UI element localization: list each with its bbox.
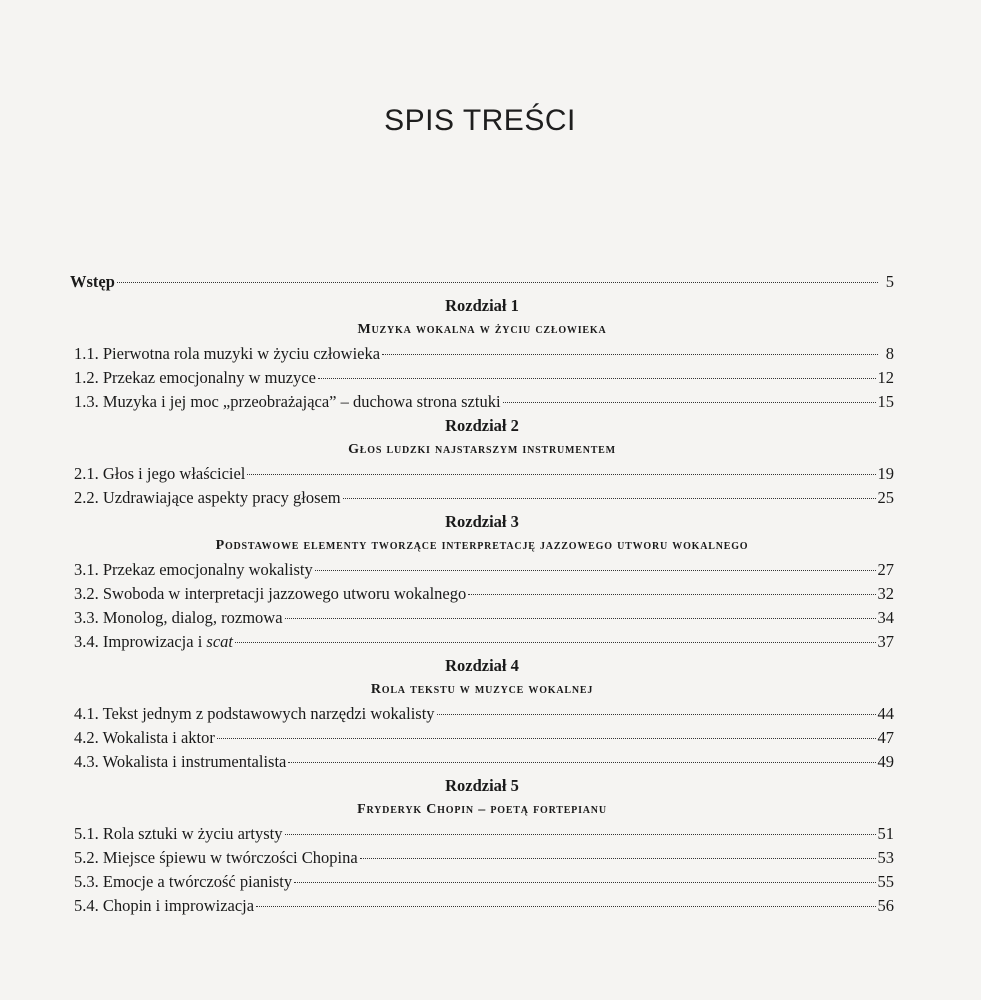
chapter-subtitle: Fryderyk Chopin – poetą fortepianu bbox=[357, 802, 607, 817]
chapter-heading: Rozdział 5 bbox=[445, 776, 519, 795]
toc-entry-label: 3.4. Improwizacja i bbox=[74, 632, 207, 651]
toc-page-number: 19 bbox=[877, 464, 894, 483]
page-title: SPIS TREŚCI bbox=[384, 104, 576, 137]
chapter-subtitle: Muzyka wokalna w życiu człowieka bbox=[357, 322, 607, 337]
toc-entry-label-wrap bbox=[74, 606, 283, 630]
toc-entry-label-wrap bbox=[74, 750, 286, 774]
dot-leader bbox=[235, 642, 875, 643]
dot-leader bbox=[217, 738, 876, 739]
toc-entry bbox=[74, 702, 894, 726]
chapter-entries bbox=[70, 342, 894, 414]
toc-page-number: 53 bbox=[877, 848, 894, 867]
dot-leader bbox=[288, 762, 875, 763]
toc-entry bbox=[74, 870, 894, 894]
toc-entry-label: 5.3. Emocje a twórczość pianisty bbox=[74, 872, 293, 891]
toc-entry bbox=[74, 366, 894, 390]
toc-entry bbox=[74, 462, 894, 486]
dot-leader bbox=[117, 282, 878, 283]
toc-entry-label: 3.1. Przekaz emocjonalny wokalisty bbox=[74, 560, 313, 579]
toc-entry-label: 4.1. Tekst jednym z podstawowych narzędzi wokalisty bbox=[74, 704, 435, 723]
toc-entry-label: 2.1. Głos i jego właściciel bbox=[74, 464, 246, 483]
chapter-subtitle: Rola tekstu w muzyce wokalnej bbox=[370, 682, 594, 697]
toc-entry-label-wrap bbox=[74, 462, 245, 486]
chapter-section bbox=[70, 414, 894, 510]
toc-entry-label: 3.3. Monolog, dialog, rozmowa bbox=[74, 608, 283, 627]
toc-page-number: 37 bbox=[877, 632, 894, 651]
toc-entry-label-wrap bbox=[74, 822, 283, 846]
toc-entry-label: 4.2. Wokalista i aktor bbox=[74, 728, 215, 747]
toc-page-number: 5 bbox=[885, 272, 894, 291]
toc-entry bbox=[74, 558, 894, 582]
toc-page-number: 56 bbox=[877, 896, 894, 915]
toc-entry bbox=[74, 846, 894, 870]
toc-entry-label-wrap bbox=[74, 726, 215, 750]
chapter-entries bbox=[70, 822, 894, 918]
toc-entry-label-wrap bbox=[74, 894, 254, 918]
chapter-entries bbox=[70, 462, 894, 510]
dot-leader bbox=[437, 714, 876, 715]
dot-leader bbox=[247, 474, 875, 475]
toc-entry bbox=[74, 486, 894, 510]
chapter-subtitle: Podstawowe elementy tworzące interpretację jazzowego utworu wokalnego bbox=[215, 538, 749, 553]
toc-page-number: 12 bbox=[877, 368, 894, 387]
toc-entry bbox=[74, 726, 894, 750]
dot-leader bbox=[318, 378, 876, 379]
chapter-section bbox=[70, 654, 894, 774]
toc-page-number: 47 bbox=[877, 728, 894, 747]
toc-entry-label: 1.3. Muzyka i jej moc „przeobrażająca” – duchowa strona sztuki bbox=[74, 392, 501, 411]
toc-entry-label-wrap bbox=[74, 366, 316, 390]
dot-leader bbox=[468, 594, 875, 595]
toc-entry-label-wrap bbox=[74, 558, 313, 582]
toc-page-number: 25 bbox=[877, 488, 894, 507]
toc-entry-label-wrap bbox=[74, 390, 501, 414]
toc-page-number: 49 bbox=[877, 752, 894, 771]
dot-leader bbox=[285, 618, 876, 619]
toc-page-number: 44 bbox=[877, 704, 894, 723]
chapter-section bbox=[70, 774, 894, 918]
chapter-entries bbox=[70, 558, 894, 654]
toc-page-number: 32 bbox=[877, 584, 894, 603]
toc-entry-label: 5.1. Rola sztuki w życiu artysty bbox=[74, 824, 283, 843]
toc-entry-label: 4.3. Wokalista i instrumentalista bbox=[74, 752, 287, 771]
toc-entry bbox=[74, 630, 894, 654]
toc-entry bbox=[74, 582, 894, 606]
toc-entry-label-wrap bbox=[74, 630, 233, 654]
toc-entry-label-wrap bbox=[74, 846, 358, 870]
chapter-section bbox=[70, 294, 894, 414]
dot-leader bbox=[315, 570, 876, 571]
toc-page-number: 51 bbox=[877, 824, 894, 843]
dot-leader bbox=[382, 354, 878, 355]
chapter-section bbox=[70, 510, 894, 654]
chapter-subtitle: Głos ludzki najstarszym instrumentem bbox=[348, 442, 616, 457]
toc-entry bbox=[74, 894, 894, 918]
toc-entry-intro bbox=[70, 270, 894, 294]
dot-leader bbox=[285, 834, 876, 835]
toc-page-number: 55 bbox=[877, 872, 894, 891]
toc-entry bbox=[74, 750, 894, 774]
toc-entry-label-wrap bbox=[74, 870, 292, 894]
dot-leader bbox=[360, 858, 876, 859]
dot-leader bbox=[503, 402, 876, 403]
toc-page-number: 34 bbox=[877, 608, 894, 627]
toc-entry-label: 1.1. Pierwotna rola muzyki w życiu człowieka bbox=[74, 344, 381, 363]
toc-entry-label: 3.2. Swoboda w interpretacji jazzowego utworu wokalnego bbox=[74, 584, 467, 603]
table-of-contents bbox=[70, 270, 894, 918]
chapter-list bbox=[70, 294, 894, 918]
chapter-heading: Rozdział 1 bbox=[445, 296, 519, 315]
toc-entry bbox=[74, 822, 894, 846]
toc-entry-label-wrap bbox=[74, 702, 435, 726]
toc-entry-label-italic: scat bbox=[206, 632, 234, 651]
toc-entry-label: Wstęp bbox=[70, 272, 115, 291]
chapter-heading: Rozdział 3 bbox=[445, 512, 519, 531]
toc-page-number: 27 bbox=[877, 560, 894, 579]
toc-entry-label: 5.2. Miejsce śpiewu w twórczości Chopina bbox=[74, 848, 358, 867]
dot-leader bbox=[343, 498, 876, 499]
toc-entry-label: 1.2. Przekaz emocjonalny w muzyce bbox=[74, 368, 316, 387]
toc-entry-label: 2.2. Uzdrawiające aspekty pracy głosem bbox=[74, 488, 341, 507]
toc-page-number: 8 bbox=[885, 344, 894, 363]
chapter-heading: Rozdział 4 bbox=[445, 656, 519, 675]
toc-entry-label: 5.4. Chopin i improwizacja bbox=[74, 896, 255, 915]
toc-entry bbox=[74, 606, 894, 630]
toc-page-number: 15 bbox=[877, 392, 894, 411]
dot-leader bbox=[294, 882, 875, 883]
toc-entry bbox=[74, 390, 894, 414]
chapter-entries bbox=[70, 702, 894, 774]
toc-entry bbox=[74, 342, 894, 366]
chapter-heading: Rozdział 2 bbox=[445, 416, 519, 435]
toc-entry-label-wrap bbox=[74, 486, 341, 510]
dot-leader bbox=[256, 906, 875, 907]
toc-entry-label-wrap bbox=[74, 582, 466, 606]
toc-entry-label-wrap bbox=[74, 342, 380, 366]
